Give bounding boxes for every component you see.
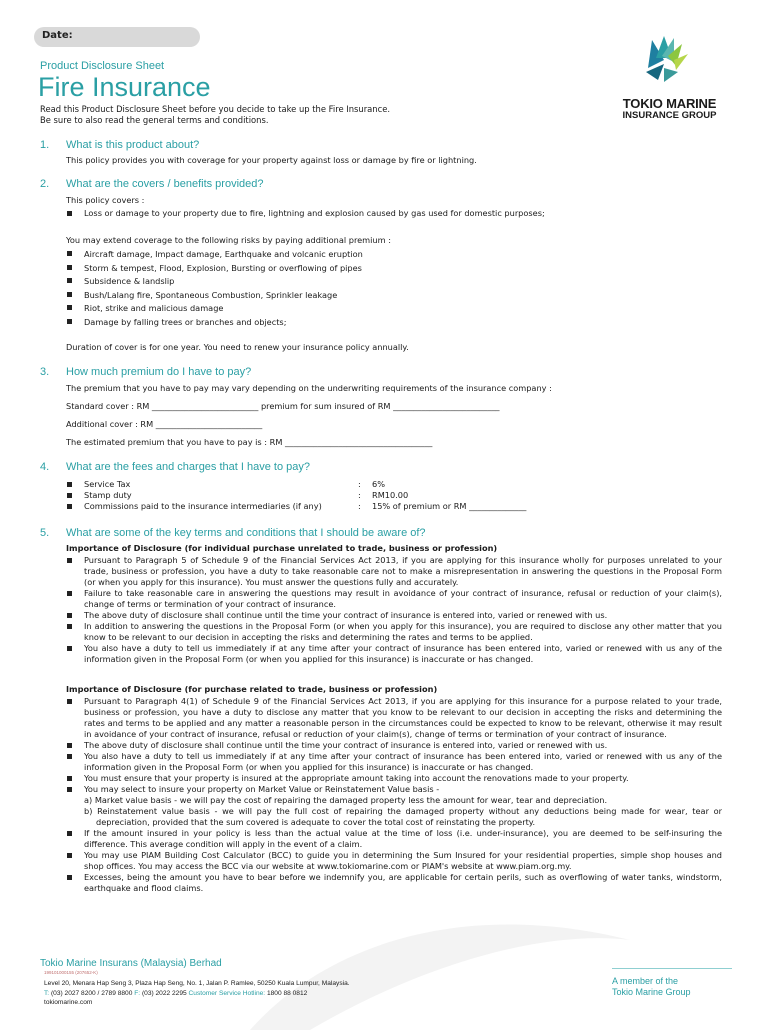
fee-row xyxy=(66,479,626,490)
list-item: Excesses, being the amount you have to bear before we indemnify you, are applicable for certain perils, such as overflowing of water tanks, windstorm, earthquake and flood claims. xyxy=(66,872,722,894)
footer-website-link[interactable]: tokiomarine.com xyxy=(44,999,93,1006)
fee-colon: : xyxy=(358,479,361,489)
footer-contacts xyxy=(44,989,350,999)
estimated-premium-field[interactable]: The estimated premium that you have to pay is : RM ____________________________________ xyxy=(66,437,433,447)
bullet-icon xyxy=(67,278,72,283)
bullet-icon xyxy=(67,613,72,618)
part-b-heading: Importance of Disclosure (for purchase related to trade, business or profession) xyxy=(66,684,438,694)
list-item: Pursuant to Paragraph 5 of Schedule 9 of the Financial Services Act 2013, if you are applying for this insurance wholly for purposes unrelated to your trade, business or profession, you have a duty to take reasonable care not to make a misrepresentation in answering the questions in the Proposal Form (or when you apply for this insurance). You must answer the questions fully and accurately. xyxy=(66,555,722,588)
fee-row xyxy=(66,501,626,512)
intro-text xyxy=(40,104,390,126)
covers-list xyxy=(66,208,746,219)
list-item: You also have a duty to tell us immediately if at any time after your contract of insurance has been entered into, varied or renewed with us any of the information given in the Proposal Form (or when you applied for this insurance) is inaccurate or has changed. xyxy=(66,643,722,665)
list-item: Pursuant to Paragraph 4(1) of Schedule 9 of the Financial Services Act 2013, if you are applying for this insurance for a purpose related to your trade, business or profession, you have a duty to disclose any matter that you know to be relevant to our decision in accepting the risks and determining the rates and terms to be applied and any matter a reasonable person in the circumstances could be expected to know to be relevant, otherwise it may result in avoidance of your contract of insurance, refusal or reduction of your claim(s), change of terms or termination of your contract of insurance. xyxy=(66,696,722,740)
bullet-icon xyxy=(67,699,72,704)
standard-cover-field[interactable]: Standard cover : RM __________________________ premium for sum insured of RM __________________________ xyxy=(66,401,500,411)
member-line: Tokio Marine Group xyxy=(612,987,691,997)
fee-value[interactable]: 15% of premium or RM ______________ xyxy=(372,501,527,511)
list-item: The above duty of disclosure shall continue until the time your contract of insurance is entered into, varied or renewed with us. xyxy=(66,610,722,621)
additional-cover-field[interactable]: Additional cover : RM __________________________ xyxy=(66,419,263,429)
list-item: Riot, strike and malicious damage xyxy=(66,302,746,316)
watermark-swoosh xyxy=(250,880,750,1030)
section-3-heading xyxy=(40,366,740,380)
fee-value: 6% xyxy=(372,479,385,489)
bullet-icon xyxy=(67,776,72,781)
brand-name: TOKIO MARINE xyxy=(622,96,717,111)
bullet-icon xyxy=(67,853,72,858)
list-item: You must ensure that your property is insured at the appropriate amount taking into account the renovations made to your property. xyxy=(66,773,722,784)
duration-text: Duration of cover is for one year. You need to renew your insurance policy annually. xyxy=(66,342,409,352)
section-number: 5. xyxy=(40,527,50,539)
part-b-list xyxy=(66,696,722,894)
bullet-icon xyxy=(67,646,72,651)
section-number: 4. xyxy=(40,461,50,473)
fees-table xyxy=(66,479,626,512)
part-a-heading: Importance of Disclosure (for individual purchase unrelated to trade, business or profession) xyxy=(66,543,498,553)
member-line: A member of the xyxy=(612,976,679,986)
list-item: Damage by falling trees or branches and objects; xyxy=(66,316,746,330)
list-item: In addition to answering the questions in the Proposal Form (or when you apply for this insurance), you are required to disclose any other matter that you know to be relevant to our decision in accepting the risks and determining the rates and terms to be applied. xyxy=(66,621,722,643)
section-number: 3. xyxy=(40,366,50,378)
footer-address-block xyxy=(44,979,350,1008)
list-item: You may use PIAM Building Cost Calculator (BCC) to guide you in determining the Sum Insured for your residential properties, simple shop houses and shop offices. You may access the BCC via our website at www.tokiomarine.com or PIAM's website at www.piam.org.my. xyxy=(66,850,722,872)
footer-address: Level 20, Menara Hap Seng 3, Plaza Hap Seng, No. 1, Jalan P. Ramlee, 50250 Kuala Lumpur, Malaysia. xyxy=(44,980,350,987)
fax-prefix: F: xyxy=(134,989,141,997)
bullet-icon xyxy=(67,211,72,216)
bullet-icon xyxy=(67,591,72,596)
section-1-heading xyxy=(40,139,740,153)
premium-intro: The premium that you have to pay may vary depending on the underwriting requirements of the insurance company : xyxy=(66,383,552,393)
list-item: Storm & tempest, Flood, Explosion, Bursting or overflowing of pipes xyxy=(66,262,746,276)
phone-prefix: T: xyxy=(44,989,50,997)
list-item: You may select to insure your property on Market Value or Reinstatement Value basis - a) Market value basis - we will pay the cost of repairing the damaged property less the amount for wear, tear and depreciation. b) Reinstatement value basis - we will pay the full cost of repairing the damaged property without any deductions being made for wear, tear or depreciation, provided that the sum covered is adequate to cover the total cost of reinstating the property. xyxy=(66,784,722,828)
section-5-heading xyxy=(40,527,740,541)
fax-number: (03) 2022 2295 xyxy=(141,989,187,997)
extend-label: You may extend coverage to the following risks by paying additional premium : xyxy=(66,235,391,245)
bullet-icon xyxy=(67,292,72,297)
section-title: What are the fees and charges that I have to pay? xyxy=(66,461,310,473)
fee-name: Stamp duty xyxy=(84,490,132,500)
list-item: You also have a duty to tell us immediately if at any time after your contract of insurance has been entered into, varied or renewed with us any of the information given in the Proposal Form (or when you applied for this insurance) is inaccurate or has changed. xyxy=(66,751,722,773)
bullet-icon xyxy=(67,251,72,256)
section-number: 2. xyxy=(40,178,50,190)
footer-reg-no: 199101000155 (207652-K) xyxy=(44,970,98,975)
bullet-icon xyxy=(67,265,72,270)
footer-company: Tokio Marine Insurans (Malaysia) Berhad xyxy=(40,958,222,969)
date-label: Date: xyxy=(42,30,73,41)
bullet-icon xyxy=(67,482,72,487)
section-1-body: This policy provides you with coverage for your property against loss or damage by fire or lightning. xyxy=(66,155,477,165)
list-item: Aircraft damage, Impact damage, Earthquake and volcanic eruption xyxy=(66,248,746,262)
extensions-list xyxy=(66,248,746,329)
member-text xyxy=(612,976,691,998)
list-item: Bush/Lalang fire, Spontaneous Combustion, Sprinkler leakage xyxy=(66,289,746,303)
fee-value: RM10.00 xyxy=(372,490,409,500)
covers-label: This policy covers : xyxy=(66,195,145,205)
bullet-icon xyxy=(67,875,72,880)
bullet-icon xyxy=(67,831,72,836)
date-field[interactable] xyxy=(34,27,200,47)
fee-colon: : xyxy=(358,490,361,500)
basis-b: b) Reinstatement value basis - we will pay the full cost of repairing the damaged property without any deductions being made for wear, tear or depreciation, provided that the sum covered is adequate to cover the total cost of reinstating the property. xyxy=(84,806,722,827)
section-title: What are the covers / benefits provided? xyxy=(66,178,264,190)
fee-row xyxy=(66,490,626,501)
bullet-icon xyxy=(67,305,72,310)
phone-number: (03) 2027 8200 / 2789 8800 xyxy=(50,989,133,997)
bullet-icon xyxy=(67,743,72,748)
document-title: Fire Insurance xyxy=(38,72,211,102)
part-a-list xyxy=(66,555,722,665)
basis-a: a) Market value basis - we will pay the cost of repairing the damaged property less the amount for wear, tear and depreciation. xyxy=(84,795,608,805)
bullet-icon xyxy=(67,558,72,563)
list-item: Subsidence & landslip xyxy=(66,275,746,289)
bullet-icon xyxy=(67,787,72,792)
bullet-icon xyxy=(67,754,72,759)
intro-line: Read this Product Disclosure Sheet before you decide to take up the Fire Insurance. xyxy=(40,104,391,114)
list-item: If the amount insured in your policy is less than the actual value at the time of loss (i.e. under-insurance), you are deemed to be self-insuring the difference. This average condition will apply in the event of a claim. xyxy=(66,828,722,850)
bullet-icon xyxy=(67,319,72,324)
section-title: How much premium do I have to pay? xyxy=(66,366,252,378)
document-subtitle: Product Disclosure Sheet xyxy=(40,60,165,72)
section-2-heading xyxy=(40,178,740,192)
brand-group: INSURANCE GROUP xyxy=(622,110,717,121)
intro-line: Be sure to also read the general terms and conditions. xyxy=(40,115,269,125)
footer-divider xyxy=(612,968,732,969)
list-item: The above duty of disclosure shall continue until the time your contract of insurance is entered into, varied or renewed with us. xyxy=(66,740,722,751)
section-title: What are some of the key terms and conditions that I should be aware of? xyxy=(66,527,426,539)
section-title: What is this product about? xyxy=(66,139,200,151)
bullet-icon xyxy=(67,504,72,509)
fee-name: Commissions paid to the insurance intermediaries (if any) xyxy=(84,501,322,511)
section-4-heading xyxy=(40,461,740,475)
fee-name: Service Tax xyxy=(84,479,131,489)
list-item: Failure to take reasonable care in answering the questions may result in avoidance of your contract of insurance, refusal or reduction of your claim(s), change of terms or termination of your contract of insurance. xyxy=(66,588,722,610)
bullet-icon xyxy=(67,624,72,629)
bullet-icon xyxy=(67,493,72,498)
hotline-label: Customer Service Hotline: xyxy=(188,989,266,997)
hotline-number: 1800 88 0812 xyxy=(266,989,308,997)
fee-colon: : xyxy=(358,501,361,511)
list-item: Loss or damage to your property due to fire, lightning and explosion caused by gas used for domestic purposes; xyxy=(66,208,746,219)
section-number: 1. xyxy=(40,139,50,151)
